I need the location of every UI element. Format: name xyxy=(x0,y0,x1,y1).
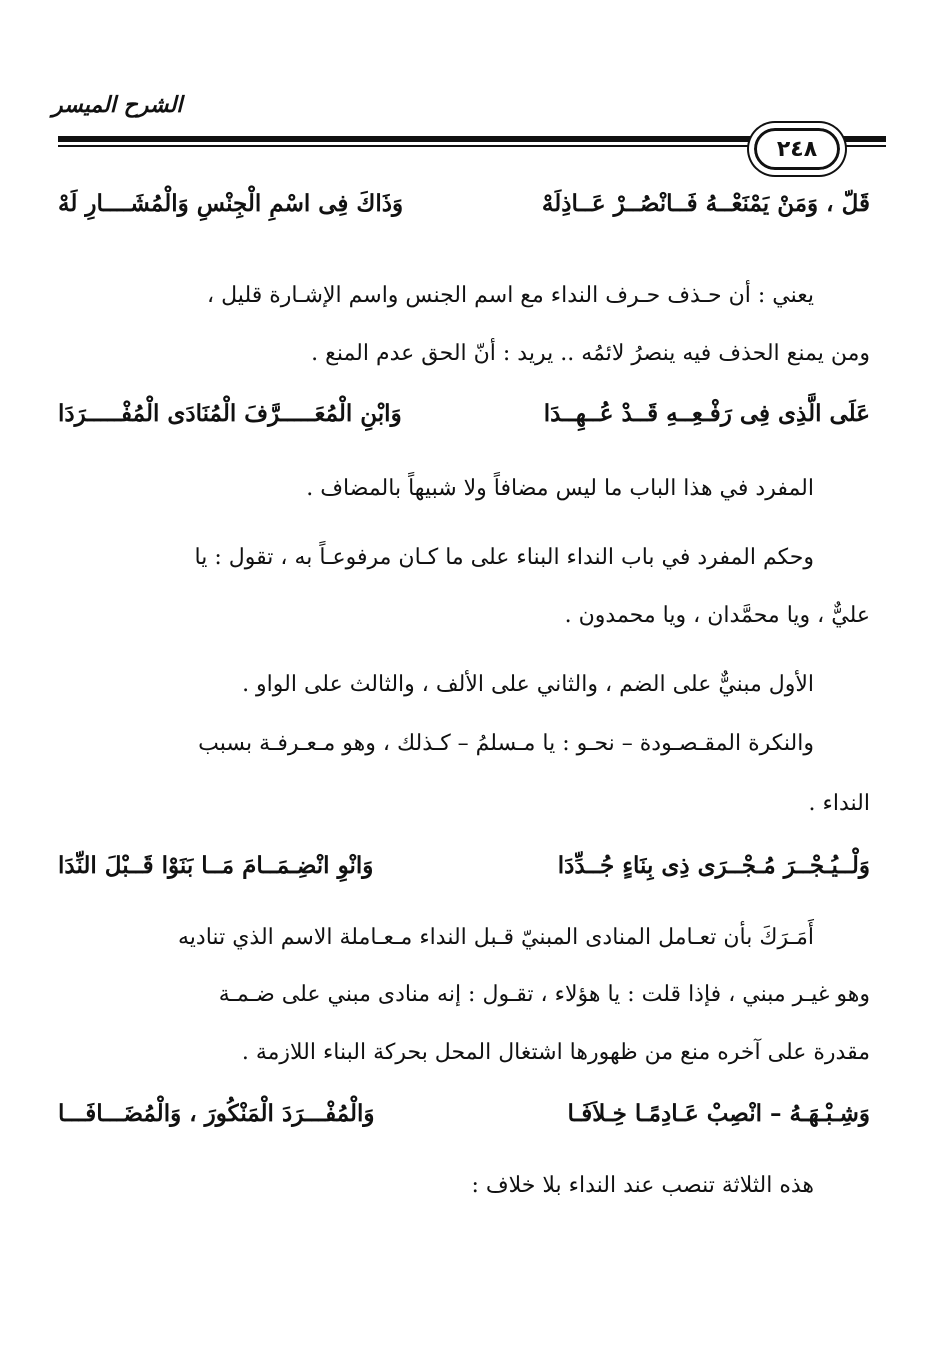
page-number-badge xyxy=(754,128,840,170)
paragraph-line: ومن يمنع الحذف فيه ينصرُ لائمُه .. يريد : أنّ الحق عدم المنع . xyxy=(311,341,870,366)
paragraph-line: والنكرة المقـصـودة – نحـو : يا مـسلمُ – كـذلك ، وهو مـعـرفـة بسبب xyxy=(198,731,814,756)
paragraph-line: وهو غيـر مبني ، فإذا قلت : يا هؤلاء ، تقـول : إنه منادى مبني على ضـمـة xyxy=(218,982,870,1007)
paragraph-line: الأول مبنيٌّ على الضم ، والثاني على الألف ، والثالث على الواو . xyxy=(242,672,814,697)
paragraph-line: وحكم المفرد في باب النداء البناء على ما كـان مرفوعـاً به ، تقول : يا xyxy=(194,545,814,570)
verse-line xyxy=(58,852,870,880)
verse-second-hemistich: قَلّ ، وَمَنْ يَمْنَعْــهُ فَــانْصُــرْ عَــاذِلَهْ xyxy=(541,190,870,217)
paragraph-line: مقدرة على آخره منع من ظهورها اشتغال المحل بحركة البناء اللازمة . xyxy=(241,1040,870,1065)
verse-first-hemistich: وَانْوِ انْضِـمَــامَ مَــا بَنَوْا قَــبْلَ النِّدَا xyxy=(58,852,374,879)
book-title: الشرح الميسر xyxy=(52,93,183,118)
paragraph-line: أَمَـرَكَ بأن تعـامل المنادى المبنيّ قـبل النداء مـعـاملة الاسم الذي تناديه xyxy=(178,925,814,950)
paragraph-line: هذه الثلاثة تنصب عند النداء بلا خلاف : xyxy=(471,1173,814,1198)
verse-line xyxy=(58,400,870,428)
verse-second-hemistich: وَشِـبْـهَـهُ – انْصِبْ عَـادِمًـا خِـلاَفَـا xyxy=(567,1100,870,1127)
verse-second-hemistich: وَلْــيُـجْــرَ مُـجْــرَى ذِى بِنَاءٍ جُــدِّدَا xyxy=(557,852,870,879)
paragraph-line: النداء . xyxy=(808,791,870,816)
verse-first-hemistich: وَالْمُفْـــرَدَ الْمَنْكُورَ ، وَالْمُضَـــافَـــا xyxy=(58,1100,375,1127)
verse-line xyxy=(58,190,870,218)
verse-first-hemistich: وَابْنِ الْمُعَـــــرَّفَ الْمُنَادَى الْمُفْـــــرَدَا xyxy=(58,400,402,427)
verse-line xyxy=(58,1100,870,1128)
paragraph-line: يعني : أن حـذف حـرف النداء مع اسم الجنس واسم الإشـارة قليل ، xyxy=(207,283,814,308)
paragraph-line: المفرد في هذا الباب ما ليس مضافاً ولا شبيهاً بالمضاف . xyxy=(306,476,814,501)
verse-second-hemistich: عَلَى الَّذِى فِى رَفْـعِــهِ قَــدْ عُــهِــدَا xyxy=(543,400,870,427)
verse-first-hemistich: وَذَاكَ فِى اسْمِ الْجِنْسِ وَالْمُشَــــارِ لَهْ xyxy=(58,190,404,217)
page-number: ٢٤٨ xyxy=(776,136,818,162)
paragraph-line: عليٌّ ، ويا محمَّدان ، ويا محمدون . xyxy=(564,603,870,628)
